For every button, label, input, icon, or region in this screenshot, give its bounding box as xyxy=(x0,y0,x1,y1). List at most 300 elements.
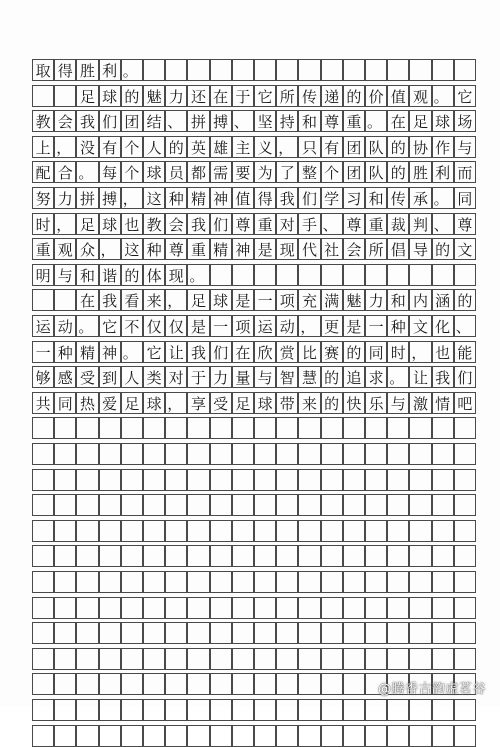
grid-cell xyxy=(210,622,232,644)
grid-cell xyxy=(365,648,387,670)
grid-cell xyxy=(54,648,76,670)
grid-cell: 团 xyxy=(343,136,365,158)
grid-cell xyxy=(54,289,76,311)
grid-cell xyxy=(276,545,298,567)
grid-cell xyxy=(143,520,165,542)
grid-cell: 坚 xyxy=(254,110,276,132)
grid-cell: 我 xyxy=(187,341,209,363)
grid-cell: 人 xyxy=(143,136,165,158)
grid-cell xyxy=(365,417,387,439)
grid-cell: 足 xyxy=(76,213,98,235)
grid-cell: 都 xyxy=(187,161,209,183)
grid-cell: 情 xyxy=(432,392,454,414)
grid-cell: 球 xyxy=(432,110,454,132)
grid-cell xyxy=(54,597,76,619)
grid-cell: 雄 xyxy=(210,136,232,158)
grid-row xyxy=(33,161,477,183)
grid-cell xyxy=(321,648,343,670)
grid-row xyxy=(33,85,477,107)
grid-cell xyxy=(143,494,165,516)
grid-cell: 员 xyxy=(165,161,187,183)
grid-cell: 它 xyxy=(143,341,165,363)
grid-cell: 种 xyxy=(165,187,187,209)
grid-cell: 神 xyxy=(210,187,232,209)
grid-cell xyxy=(121,699,143,721)
grid-cell xyxy=(143,545,165,567)
grid-cell xyxy=(454,59,476,81)
grid-cell: 文 xyxy=(454,238,476,260)
grid-cell xyxy=(210,520,232,542)
grid-cell: 球 xyxy=(99,85,121,107)
grid-row xyxy=(33,59,477,81)
grid-cell xyxy=(321,417,343,439)
grid-cell: 。 xyxy=(121,59,143,81)
grid-cell xyxy=(210,725,232,747)
grid-cell xyxy=(387,725,409,747)
grid-cell: 也 xyxy=(121,213,143,235)
grid-cell xyxy=(99,571,121,593)
grid-row xyxy=(33,264,477,286)
grid-cell xyxy=(210,699,232,721)
grid-cell xyxy=(143,571,165,593)
grid-cell: 利 xyxy=(432,161,454,183)
grid-cell xyxy=(187,725,209,747)
grid-cell: 受 xyxy=(76,366,98,388)
grid-cell xyxy=(454,545,476,567)
grid-cell xyxy=(210,545,232,567)
grid-cell: 还 xyxy=(187,85,209,107)
grid-cell xyxy=(32,289,54,311)
grid-cell: 队 xyxy=(365,136,387,158)
grid-cell xyxy=(232,417,254,439)
grid-cell: 胜 xyxy=(76,59,98,81)
grid-cell: 导 xyxy=(409,238,431,260)
grid-cell xyxy=(343,469,365,491)
grid-cell xyxy=(76,622,98,644)
grid-cell xyxy=(432,443,454,465)
grid-cell xyxy=(143,648,165,670)
grid-cell xyxy=(232,622,254,644)
grid-cell: 学 xyxy=(321,187,343,209)
grid-cell: 我 xyxy=(76,110,98,132)
grid-row xyxy=(33,545,477,567)
grid-cell: 比 xyxy=(298,341,320,363)
grid-cell: 们 xyxy=(210,341,232,363)
grid-cell xyxy=(143,443,165,465)
grid-cell xyxy=(432,520,454,542)
grid-cell: 足 xyxy=(409,110,431,132)
grid-cell xyxy=(232,699,254,721)
grid-cell: 欣 xyxy=(254,341,276,363)
grid-cell xyxy=(276,648,298,670)
grid-cell: 和 xyxy=(76,264,98,286)
grid-cell: 取 xyxy=(32,59,54,81)
grid-cell: 一 xyxy=(254,289,276,311)
grid-cell xyxy=(321,699,343,721)
grid-cell: 一 xyxy=(32,341,54,363)
grid-cell xyxy=(254,417,276,439)
grid-cell xyxy=(99,597,121,619)
grid-cell: 只 xyxy=(298,136,320,158)
grid-row xyxy=(33,571,477,593)
grid-cell xyxy=(165,545,187,567)
grid-cell: 与 xyxy=(54,264,76,286)
grid-cell xyxy=(409,520,431,542)
grid-cell: 们 xyxy=(210,213,232,235)
grid-cell: 谐 xyxy=(99,264,121,286)
grid-cell xyxy=(99,725,121,747)
grid-cell xyxy=(121,417,143,439)
grid-cell: 一 xyxy=(365,315,387,337)
grid-cell xyxy=(409,59,431,81)
grid-cell: 们 xyxy=(454,366,476,388)
grid-cell xyxy=(165,673,187,695)
grid-cell: 满 xyxy=(321,289,343,311)
grid-cell xyxy=(298,417,320,439)
grid-cell: 社 xyxy=(321,238,343,260)
grid-cell: 足 xyxy=(76,85,98,107)
grid-cell xyxy=(254,699,276,721)
grid-cell: 共 xyxy=(32,392,54,414)
grid-row xyxy=(33,289,477,311)
grid-cell xyxy=(454,494,476,516)
grid-cell xyxy=(99,622,121,644)
grid-cell: 重 xyxy=(343,110,365,132)
grid-cell xyxy=(409,597,431,619)
grid-cell xyxy=(99,494,121,516)
grid-cell: 是 xyxy=(254,238,276,260)
grid-cell: 爱 xyxy=(99,392,121,414)
grid-cell: 带 xyxy=(276,392,298,414)
grid-cell xyxy=(32,443,54,465)
grid-cell: 在 xyxy=(76,289,98,311)
grid-cell xyxy=(298,443,320,465)
grid-cell: 教 xyxy=(143,213,165,235)
grid-cell: 的 xyxy=(165,136,187,158)
grid-cell xyxy=(210,571,232,593)
grid-cell: 吧 xyxy=(454,392,476,414)
grid-cell xyxy=(54,443,76,465)
grid-cell xyxy=(76,597,98,619)
grid-cell: 的 xyxy=(343,341,365,363)
grid-cell xyxy=(99,673,121,695)
grid-cell xyxy=(32,648,54,670)
grid-cell xyxy=(432,494,454,516)
grid-cell xyxy=(121,597,143,619)
grid-cell: 没 xyxy=(76,136,98,158)
grid-cell xyxy=(32,571,54,593)
grid-cell xyxy=(165,648,187,670)
grid-cell: 个 xyxy=(121,136,143,158)
grid-cell xyxy=(387,494,409,516)
grid-cell: 神 xyxy=(99,341,121,363)
grid-cell: 会 xyxy=(165,213,187,235)
grid-cell xyxy=(54,469,76,491)
grid-cell: 同 xyxy=(54,392,76,414)
grid-cell xyxy=(187,494,209,516)
grid-cell: 的 xyxy=(121,85,143,107)
grid-cell: 我 xyxy=(99,289,121,311)
grid-cell: 值 xyxy=(387,85,409,107)
grid-cell: 众 xyxy=(76,238,98,260)
grid-cell: 倡 xyxy=(387,238,409,260)
grid-cell: 拼 xyxy=(187,110,209,132)
grid-cell xyxy=(99,545,121,567)
grid-cell: 配 xyxy=(32,161,54,183)
grid-cell xyxy=(232,443,254,465)
grid-cell: 对 xyxy=(276,213,298,235)
grid-cell: 主 xyxy=(232,136,254,158)
grid-cell: 是 xyxy=(343,315,365,337)
grid-cell: 搏 xyxy=(210,110,232,132)
grid-cell xyxy=(387,520,409,542)
grid-cell xyxy=(276,725,298,747)
grid-cell xyxy=(454,648,476,670)
grid-cell xyxy=(76,571,98,593)
grid-row xyxy=(33,187,477,209)
grid-cell xyxy=(454,622,476,644)
grid-cell xyxy=(454,597,476,619)
grid-cell xyxy=(409,571,431,593)
grid-cell: 所 xyxy=(276,85,298,107)
grid-cell xyxy=(365,469,387,491)
grid-cell: 们 xyxy=(99,110,121,132)
grid-cell xyxy=(232,494,254,516)
grid-cell xyxy=(165,725,187,747)
grid-cell xyxy=(32,494,54,516)
grid-cell: 。 xyxy=(432,187,454,209)
grid-cell xyxy=(343,417,365,439)
grid-cell xyxy=(76,699,98,721)
grid-cell xyxy=(298,545,320,567)
grid-row xyxy=(33,366,477,388)
grid-cell: 种 xyxy=(387,315,409,337)
grid-cell: 这 xyxy=(121,238,143,260)
grid-cell: 得 xyxy=(254,187,276,209)
grid-cell xyxy=(387,545,409,567)
grid-cell xyxy=(187,597,209,619)
grid-cell xyxy=(432,264,454,286)
grid-cell: 、 xyxy=(321,213,343,235)
grid-row xyxy=(33,213,477,235)
grid-cell: 时 xyxy=(32,213,54,235)
grid-cell: 作 xyxy=(432,136,454,158)
grid-cell: 快 xyxy=(343,392,365,414)
grid-cell xyxy=(143,699,165,721)
grid-cell: 英 xyxy=(187,136,209,158)
grid-cell: 够 xyxy=(32,366,54,388)
grid-cell xyxy=(298,699,320,721)
grid-cell: 尊 xyxy=(321,110,343,132)
grid-cell: 慧 xyxy=(298,366,320,388)
grid-cell: 手 xyxy=(298,213,320,235)
grid-cell xyxy=(432,417,454,439)
grid-cell: 它 xyxy=(454,85,476,107)
grid-cell xyxy=(432,725,454,747)
grid-cell xyxy=(254,59,276,81)
grid-cell xyxy=(276,264,298,286)
grid-cell xyxy=(298,469,320,491)
grid-cell: 种 xyxy=(54,341,76,363)
grid-cell: 时 xyxy=(387,341,409,363)
grid-cell: 习 xyxy=(343,187,365,209)
grid-cell xyxy=(32,597,54,619)
grid-cell xyxy=(254,494,276,516)
grid-cell: 的 xyxy=(387,136,409,158)
grid-cell xyxy=(54,725,76,747)
grid-cell: 球 xyxy=(210,289,232,311)
grid-cell: 对 xyxy=(165,366,187,388)
grid-cell xyxy=(121,469,143,491)
grid-cell: 精 xyxy=(76,341,98,363)
grid-row xyxy=(33,725,477,747)
grid-cell: 得 xyxy=(54,59,76,81)
grid-cell xyxy=(210,417,232,439)
grid-cell: 赛 xyxy=(321,341,343,363)
grid-cell xyxy=(387,264,409,286)
grid-cell xyxy=(165,469,187,491)
grid-cell: 与 xyxy=(387,392,409,414)
grid-cell xyxy=(165,520,187,542)
grid-cell xyxy=(321,545,343,567)
grid-cell xyxy=(321,673,343,695)
grid-cell: 来 xyxy=(143,289,165,311)
grid-cell xyxy=(298,725,320,747)
grid-cell xyxy=(409,443,431,465)
grid-cell xyxy=(121,520,143,542)
grid-cell xyxy=(54,699,76,721)
grid-cell xyxy=(32,417,54,439)
grid-cell xyxy=(232,545,254,567)
grid-cell: 魅 xyxy=(343,289,365,311)
grid-cell: 为 xyxy=(254,161,276,183)
grid-cell xyxy=(54,622,76,644)
grid-cell xyxy=(343,648,365,670)
grid-cell xyxy=(321,469,343,491)
grid-cell xyxy=(76,469,98,491)
grid-cell: 拼 xyxy=(76,187,98,209)
grid-cell xyxy=(32,545,54,567)
grid-cell xyxy=(232,520,254,542)
grid-cell: 、 xyxy=(454,315,476,337)
grid-cell: 项 xyxy=(232,315,254,337)
grid-cell xyxy=(276,443,298,465)
grid-cell: 代 xyxy=(298,238,320,260)
grid-cell xyxy=(210,264,232,286)
grid-cell xyxy=(409,648,431,670)
grid-cell: 类 xyxy=(143,366,165,388)
grid-cell xyxy=(32,699,54,721)
grid-cell xyxy=(54,673,76,695)
grid-cell xyxy=(143,469,165,491)
grid-cell xyxy=(432,597,454,619)
grid-cell xyxy=(187,622,209,644)
grid-row xyxy=(33,238,477,260)
grid-cell xyxy=(254,443,276,465)
grid-cell: 让 xyxy=(165,341,187,363)
grid-cell xyxy=(343,520,365,542)
grid-cell xyxy=(343,725,365,747)
grid-cell xyxy=(121,648,143,670)
grid-cell xyxy=(387,469,409,491)
grid-row xyxy=(33,597,477,619)
grid-cell: 来 xyxy=(298,392,320,414)
grid-cell: 个 xyxy=(321,161,343,183)
grid-cell: 足 xyxy=(121,392,143,414)
grid-cell: 一 xyxy=(210,315,232,337)
grid-cell: 的 xyxy=(387,161,409,183)
grid-cell xyxy=(165,622,187,644)
grid-cell: 仅 xyxy=(143,315,165,337)
grid-cell xyxy=(187,571,209,593)
grid-cell: 努 xyxy=(32,187,54,209)
grid-cell xyxy=(54,545,76,567)
grid-cell: 神 xyxy=(232,238,254,260)
grid-cell xyxy=(454,264,476,286)
grid-cell xyxy=(187,469,209,491)
grid-cell: 尊 xyxy=(165,238,187,260)
watermark: @腾香古韵虚茗谷 xyxy=(377,682,486,697)
grid-cell xyxy=(165,571,187,593)
grid-cell xyxy=(432,699,454,721)
grid-cell: 智 xyxy=(276,366,298,388)
grid-cell xyxy=(210,673,232,695)
grid-cell xyxy=(343,264,365,286)
grid-cell: 动 xyxy=(276,315,298,337)
grid-cell: 重 xyxy=(254,213,276,235)
grid-cell xyxy=(254,673,276,695)
grid-cell xyxy=(99,520,121,542)
grid-cell xyxy=(365,571,387,593)
grid-cell xyxy=(298,571,320,593)
grid-cell: 追 xyxy=(343,366,365,388)
grid-cell xyxy=(254,622,276,644)
grid-cell: 值 xyxy=(232,187,254,209)
grid-cell: 力 xyxy=(365,289,387,311)
grid-cell: 球 xyxy=(99,213,121,235)
grid-cell: 尊 xyxy=(232,213,254,235)
grid-cell xyxy=(32,85,54,107)
grid-cell: 于 xyxy=(232,85,254,107)
grid-cell xyxy=(276,520,298,542)
grid-cell: 是 xyxy=(232,289,254,311)
grid-cell xyxy=(232,264,254,286)
grid-cell xyxy=(76,545,98,567)
grid-cell: 体 xyxy=(143,264,165,286)
grid-cell xyxy=(298,597,320,619)
grid-cell xyxy=(343,59,365,81)
grid-cell xyxy=(321,494,343,516)
grid-cell: 力 xyxy=(165,85,187,107)
grid-cell: 运 xyxy=(254,315,276,337)
grid-cell xyxy=(165,494,187,516)
grid-cell: 我 xyxy=(276,187,298,209)
grid-cell: 足 xyxy=(187,289,209,311)
grid-cell xyxy=(143,673,165,695)
grid-cell: 到 xyxy=(99,366,121,388)
grid-cell xyxy=(121,622,143,644)
grid-cell: 尊 xyxy=(343,213,365,235)
grid-cell: 团 xyxy=(121,110,143,132)
grid-cell: 量 xyxy=(232,366,254,388)
grid-cell: 场 xyxy=(454,110,476,132)
grid-cell: 每 xyxy=(99,161,121,183)
grid-cell xyxy=(187,443,209,465)
grid-cell xyxy=(298,648,320,670)
grid-cell xyxy=(276,597,298,619)
grid-cell: 与 xyxy=(254,366,276,388)
grid-row xyxy=(33,443,477,465)
